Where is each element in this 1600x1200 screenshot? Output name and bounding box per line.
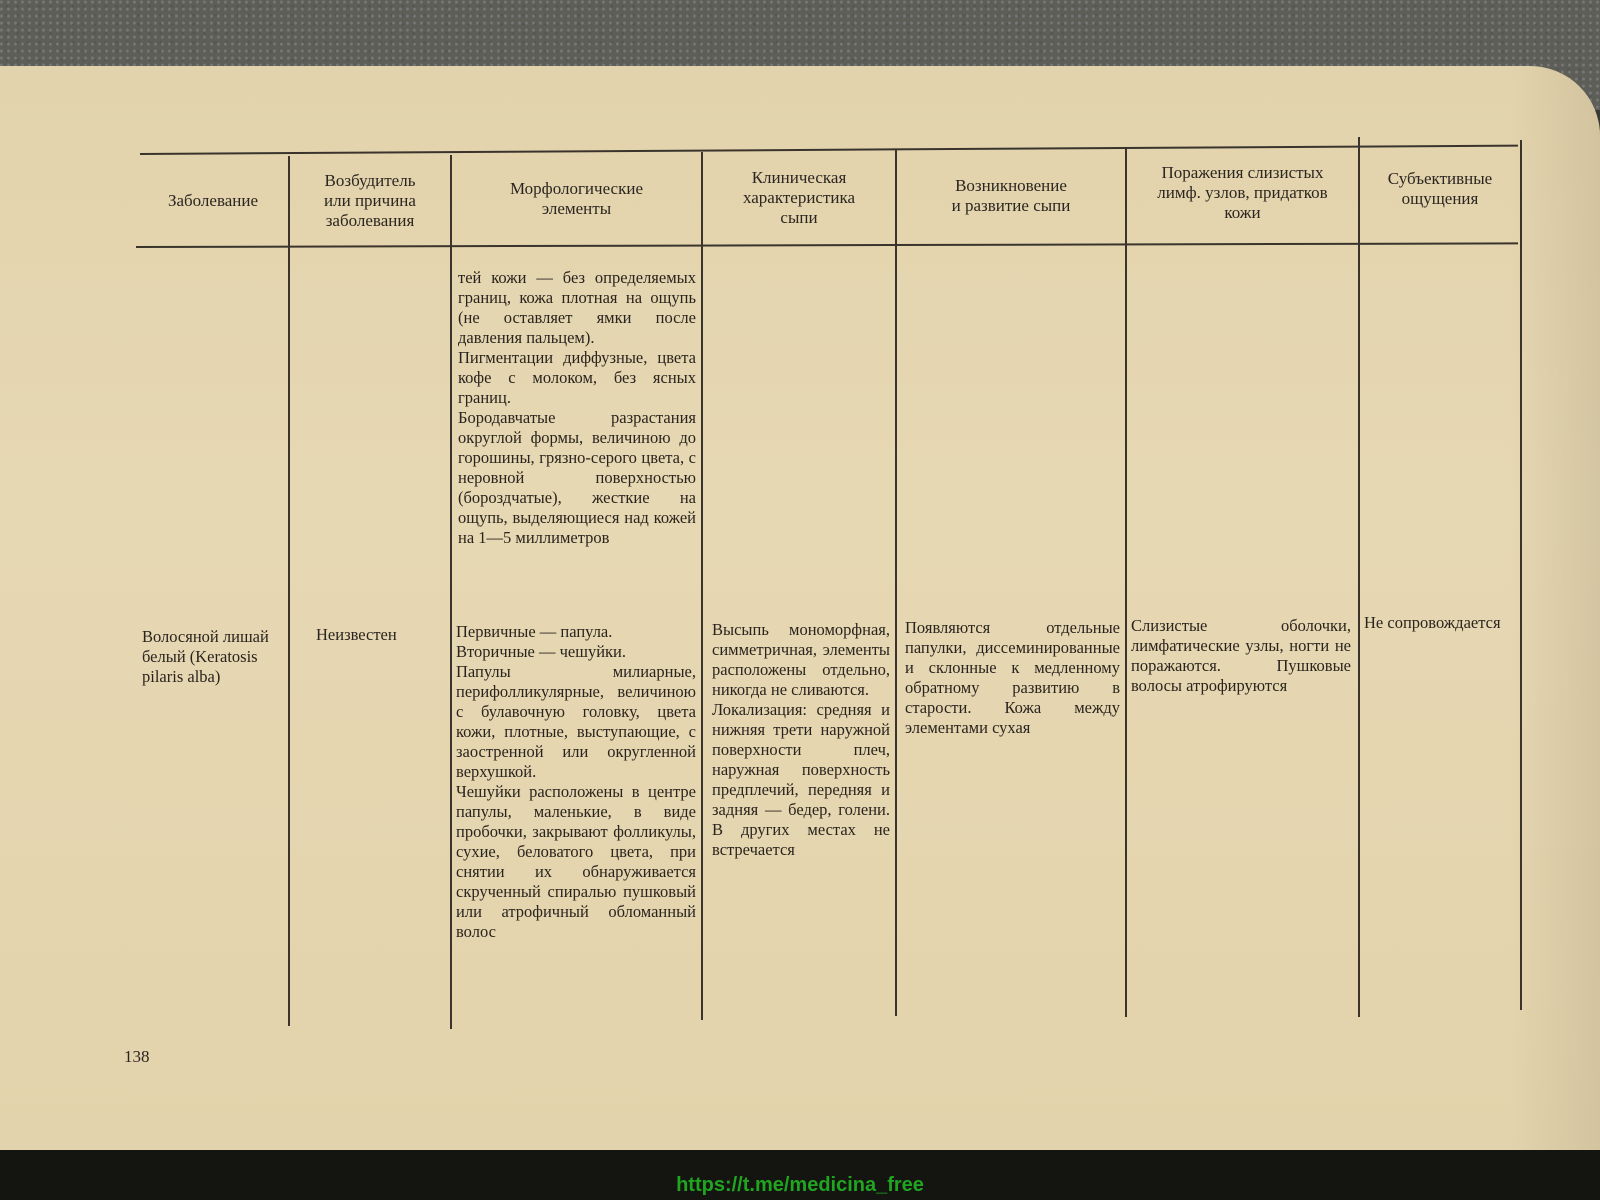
clinical-text: Высыпь мономорфная, симметричная, элементы расположены отдельно, никогда не сливаются. Локализация: средняя и нижняя трети наружной поверхности плеч, наружная поверхность предплечий, передняя и задняя — бедер, голени. В других местах не встречается — [712, 620, 890, 859]
page-number: 138 — [124, 1047, 150, 1066]
subjective-text: Не сопровождается — [1364, 613, 1501, 632]
column-divider-3 — [701, 152, 703, 1020]
header-mucosa: Поражения слизистых лимф. узлов, придатков кожи — [1157, 163, 1328, 222]
header-subjective: Субъективные ощущения — [1387, 169, 1493, 208]
cause-text: Неизвестен — [316, 625, 397, 644]
header-development: Возникновение и развитие сыпи — [951, 176, 1071, 215]
page-curl-shadow — [1510, 66, 1600, 1156]
header-morphology: Морфологические элементы — [509, 179, 643, 218]
development-text: Появляются отдельные папулки, диссеминированные и склонные к медленному обратному развитию в старости. Кожа между элементами сухая — [905, 618, 1120, 737]
header-clinical: Клиническая характеристика сыпи — [742, 168, 856, 227]
column-divider-6 — [1358, 137, 1360, 1017]
morphology-text: Первичные — папула. Вторичные — чешуйки. Папулы милиарные, перифолликулярные, величиною с булавочную головку, цвета кожи, плотные, выступающие, с заостренной или округленной верхушкой. Чешуйки расположены в центре папулы, маленькие, в виде пробочки, закрывают фолликулы, сухие, беловатого цвета, при снятии их обнаруживается скрученный спиралью пушковый или атрофичный обломанный волос — [456, 622, 696, 941]
column-divider-5 — [1125, 147, 1127, 1017]
column-divider-1 — [288, 156, 290, 1026]
column-divider-7 — [1520, 140, 1522, 1010]
column-divider-2 — [450, 155, 452, 1029]
header-disease: Заболевание — [167, 191, 259, 210]
morphology-continuation-text: тей кожи — без определяемых границ, кожа плотная на ощупь (не оставляет ямки после давления пальцем). Пигментации диффузные, цвета кофе с молоком, без ясных границ. Бородавчатые разрастания округлой формы, величиною до горошины, грязно-серого цвета, с неровной поверхностью (бороздчатые), жесткие на ощупь, выделяющиеся над кожей на 1—5 миллиметров — [458, 268, 696, 547]
disease-name: Волосяной лишай белый (Keratosis pilaris alba) — [142, 627, 269, 686]
header-cause: Возбудитель или причина заболевания — [324, 171, 416, 230]
watermark-link[interactable]: https://t.me/medicina_free — [676, 1174, 924, 1196]
column-divider-4 — [895, 150, 897, 1016]
mucosa-text: Слизистые оболочки, лимфатические узлы, ногти не поражаются. Пушковые волосы атрофируются — [1131, 616, 1351, 695]
